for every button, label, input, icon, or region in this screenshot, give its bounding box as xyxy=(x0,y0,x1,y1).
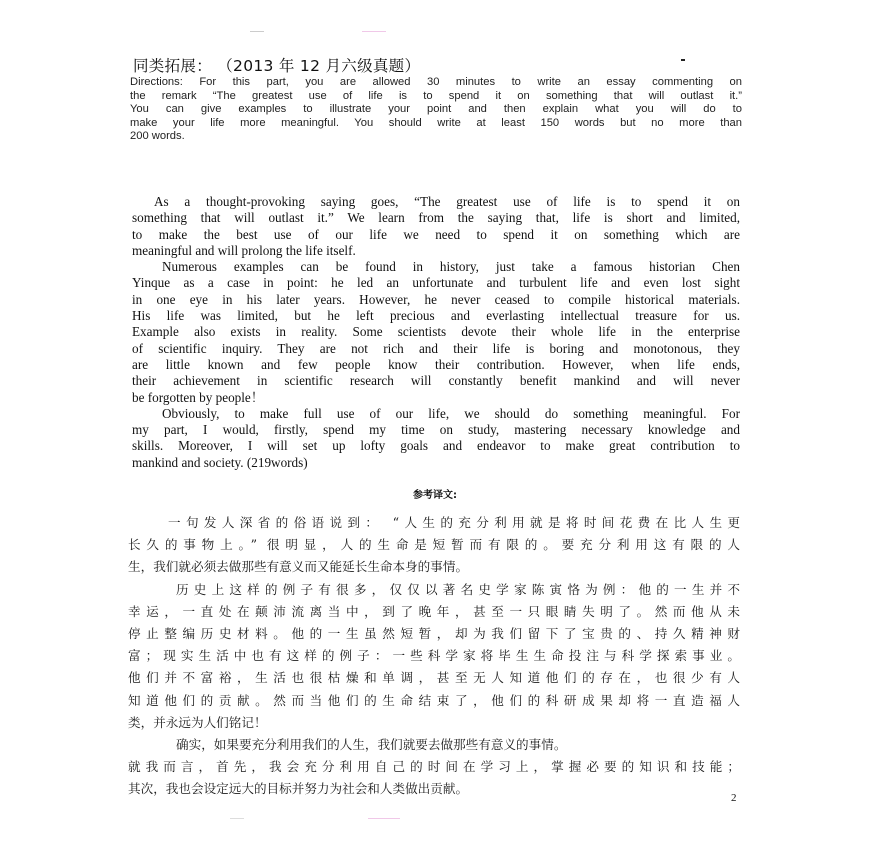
directions xyxy=(130,76,742,144)
essay-line: Numerous examples can be found in history, just take a famous historian Chen xyxy=(162,259,740,275)
essay-line: be forgotten by people！ xyxy=(132,389,264,405)
translation-line: 知道他们的贡献。然而当他们的生命结束了，他们的科研成果却将一直造福人 xyxy=(128,692,740,708)
translation-line: 富；现实生活中也有这样的例子：一些科学家将毕生生命投注与科学探索事业。 xyxy=(128,648,740,664)
translation-line: 停止整编历史材料。他的一生虽然短暂，却为我们留下了宝贵的、持久精神财 xyxy=(128,626,740,642)
stray-mark xyxy=(681,59,685,61)
essay-line: meaningful and will prolong the life itself. xyxy=(132,242,356,258)
scan-mark xyxy=(230,818,244,819)
essay-line: of scientific inquiry. They are not rich and their life is boring and monotonous, they xyxy=(132,340,740,356)
directions-line: 200 words. xyxy=(130,130,185,143)
translation-line: 历史上这样的例子有很多，仅仅以著名史学家陈寅恪为例：他的一生并不 xyxy=(176,581,740,597)
essay-line: in one eye in his later years. However, he never ceased to compile historical materials. xyxy=(132,291,740,307)
essay-line: Yinque as a case in point: he led an unfortunate and turbulent life and even lost sight xyxy=(132,275,740,291)
essay-line: Example also exists in reality. Some scientists devote their whole life in the enterprise xyxy=(132,324,740,340)
directions-line: make your life more meaningful. You should write at least 150 words but no more than xyxy=(130,116,742,129)
essay-line: His life was limited, but he left precious and everlasting intellectual treasure for us. xyxy=(132,308,740,324)
essay-line: skills. Moreover, I will set up lofty goals and endeavor to make great contribution to xyxy=(132,438,740,454)
essay-line: their achievement in scientific research will constantly benefit mankind and will never xyxy=(132,373,740,389)
translation-line: 幸运，一直处在颠沛流离当中，到了晚年，甚至一只眼睛失明了。然而他从未 xyxy=(128,603,740,619)
scan-mark xyxy=(250,31,264,32)
translation-line: 一句发人深省的俗语说到： “人生的充分利用就是将时间花费在比人生更 xyxy=(168,515,740,530)
translation xyxy=(128,512,740,801)
translation-title: 参考译文: xyxy=(413,490,457,501)
directions-line: You can give examples to illustrate your point and then explain what you will do to xyxy=(130,103,742,116)
essay-line: Obviously, to make full use of our life, we should do something meaningful. For xyxy=(162,405,740,421)
essay-line: As a thought-provoking saying goes, “The greatest use of life is to spend it on xyxy=(154,194,740,209)
translation-line: 生，我们就必须去做那些有意义而又能延长生命本身的事情。 xyxy=(128,559,469,575)
essay xyxy=(132,194,740,471)
translation-line: 其次，我也会设定远大的目标并努力为社会和人类做出贡献。 xyxy=(128,781,469,797)
essay-line: mankind and society. (219words) xyxy=(132,454,308,470)
translation-line: 就我而言，首先，我会充分利用自己的时间在学习上，掌握必要的知识和技能； xyxy=(128,759,740,775)
essay-line: my part, I would, firstly, spend my time on study, mastering necessary knowledge and xyxy=(132,422,740,438)
translation-line: 类，并永远为人们铭记！ xyxy=(128,714,267,730)
directions-line: Directions: For this part, you are allowed 30 minutes to write an essay commenting on xyxy=(130,76,742,88)
directions-line: the remark “The greatest use of life is to spend it on something that will outlast it.” xyxy=(130,89,742,102)
translation-line: 长久的事物上。” 很明显，人的生命是短暂而有限的。要充分利用这有限的人 xyxy=(128,537,740,553)
scan-mark xyxy=(362,31,386,32)
essay-line: something that will outlast it.” We learn from the saying that, life is short and limited, xyxy=(132,210,740,226)
scan-mark xyxy=(368,818,400,819)
translation-line: 确实，如果要充分利用我们的人生，我们就要去做那些有意义的事情。 xyxy=(176,737,567,753)
page-number: 2 xyxy=(731,792,737,804)
essay-line: to make the best use of our life we need to spend it on something which are xyxy=(132,226,740,242)
essay-line: are little known and few people know their contribution. However, when life ends, xyxy=(132,356,740,372)
translation-line: 他们并不富裕，生活也很枯燥和单调，甚至无人知道他们的存在，也很少有人 xyxy=(128,670,740,686)
section-heading: 同类拓展： （2013 年 12 月六级真题） xyxy=(133,57,421,75)
